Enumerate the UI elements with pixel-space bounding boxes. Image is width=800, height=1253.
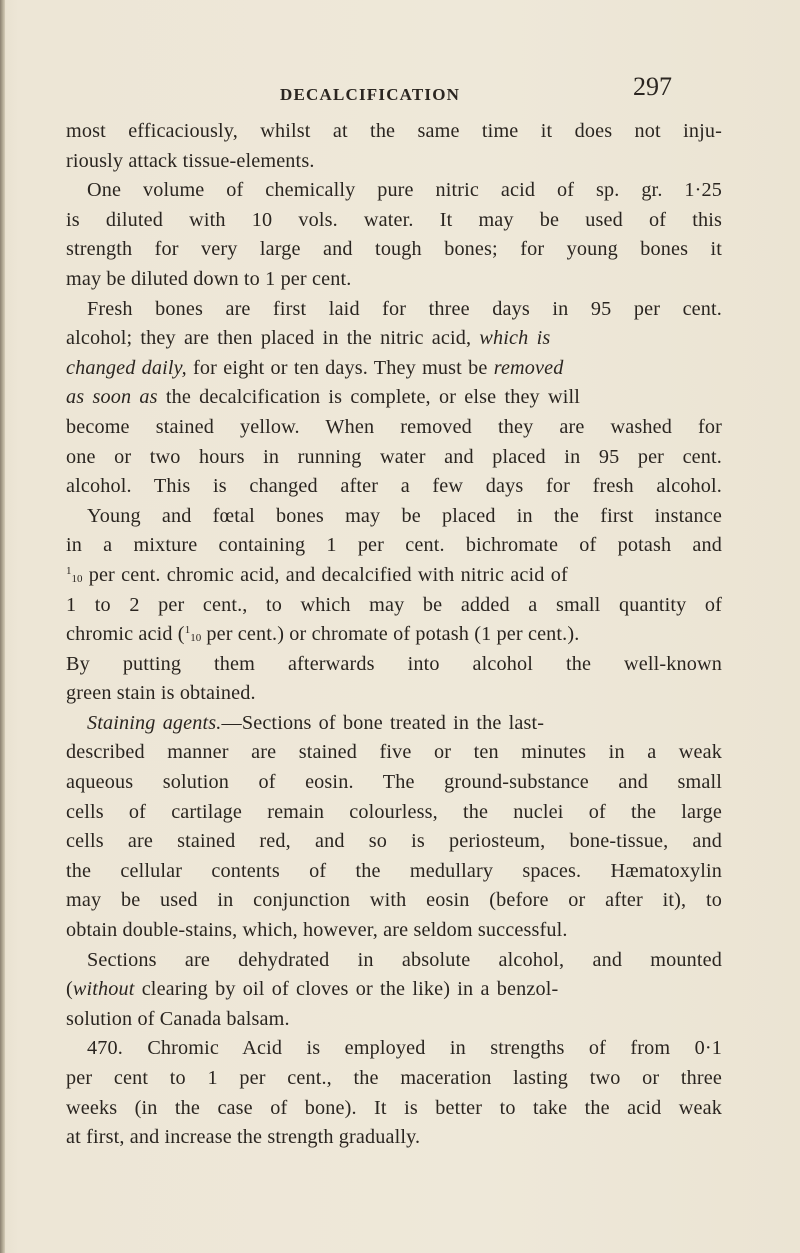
text-line: per cent to 1 per cent., the maceration lasting two or three <box>66 1067 722 1089</box>
text-line: By putting them afterwards into alcohol the well-known <box>66 652 722 675</box>
text-line: described manner are stained five or ten minutes in a weak <box>66 741 722 764</box>
text-line: is diluted with 10 vols. water. It may be used of this <box>66 208 722 231</box>
text-line <box>66 354 722 384</box>
page-spine-shadow <box>0 0 5 1253</box>
text-line: obtain double-stains, which, however, are seldom successful. <box>66 919 568 942</box>
italic-segment: as soon as <box>66 386 158 409</box>
text-line: cells of cartilage remain colourless, the nuclei of the large <box>66 800 722 823</box>
text-line: green stain is obtained. <box>66 682 256 705</box>
text-line: 470. Chromic Acid is employed in strengths of from 0·1 <box>87 1037 722 1060</box>
text-segment: chromic acid ( <box>66 623 185 646</box>
text-line: Sections are dehydrated in absolute alcohol, and mounted <box>87 948 722 971</box>
text-line: the cellular contents of the medullary spaces. Hæmatoxylin <box>66 859 722 882</box>
running-head: DECALCIFICATION <box>280 85 461 104</box>
text-line: Fresh bones are first laid for three days in 95 per cent. <box>87 297 722 320</box>
text-line <box>66 709 722 739</box>
text-segment: alcohol; they are then placed in the nitric acid, <box>66 327 480 350</box>
text-line: may be used in conjunction with eosin (before or after it), to <box>66 889 722 912</box>
fraction-one-tenth <box>185 625 202 644</box>
text-line <box>66 620 722 650</box>
text-line: riously attack tissue-elements. <box>66 149 315 172</box>
text-line: cells are stained red, and so is periosteum, bone-tissue, and <box>66 830 722 853</box>
text-line: strength for very large and tough bones; for young bones it <box>66 238 722 261</box>
text-line: one or two hours in running water and placed in 95 per cent. <box>66 445 722 468</box>
text-segment: for eight or ten days. They must be <box>186 356 494 379</box>
body-text <box>66 117 722 1153</box>
text-segment: per cent.) or chromate of potash (1 per cent.). <box>201 623 580 646</box>
italic-segment: Staining agents. <box>87 711 222 734</box>
fraction-numerator: 1 <box>66 564 72 577</box>
text-line: 1 to 2 per cent., to which may be added a small quantity of <box>66 593 722 616</box>
text-line: solution of Canada balsam. <box>66 1007 290 1030</box>
text-line: at first, and increase the strength gradually. <box>66 1126 421 1149</box>
text-line <box>66 383 722 413</box>
text-line <box>66 975 722 1005</box>
italic-segment: which is <box>479 327 551 350</box>
text-line: Young and fœtal bones may be placed in the first instance <box>87 504 722 527</box>
fraction-one-tenth <box>66 566 83 585</box>
text-segment: —Sections of bone treated in the last- <box>221 711 545 734</box>
italic-segment: changed daily, <box>66 356 187 379</box>
text-segment: the decalcification is complete, or else they will <box>157 386 580 409</box>
text-line: alcohol. This is changed after a few days for fresh alcohol. <box>66 475 722 498</box>
text-line: aqueous solution of eosin. The ground-substance and small <box>66 771 722 794</box>
fraction-denominator: 10 <box>71 572 83 585</box>
text-line: may be diluted down to 1 per cent. <box>66 267 352 290</box>
text-segment: ( <box>66 978 73 1001</box>
text-line: weeks (in the case of bone). It is better to take the acid weak <box>66 1096 722 1119</box>
text-line: One volume of chemically pure nitric acid of sp. gr. 1·25 <box>87 179 722 202</box>
text-line <box>66 561 722 591</box>
fraction-numerator: 1 <box>184 624 191 637</box>
text-line: become stained yellow. When removed they are washed for <box>66 415 722 438</box>
text-line <box>66 324 722 354</box>
text-line: in a mixture containing 1 per cent. bichromate of potash and <box>66 534 722 557</box>
text-line: most efficaciously, whilst at the same time it does not inju- <box>66 120 722 142</box>
italic-segment: without <box>72 978 135 1001</box>
text-segment: clearing by oil of cloves or the like) in a benzol- <box>134 978 559 1001</box>
page-number: 297 <box>633 72 672 101</box>
fraction-denominator: 10 <box>190 632 202 645</box>
italic-segment: removed <box>493 356 564 379</box>
text-segment: per cent. chromic acid, and decalcified with nitric acid of <box>82 563 568 586</box>
